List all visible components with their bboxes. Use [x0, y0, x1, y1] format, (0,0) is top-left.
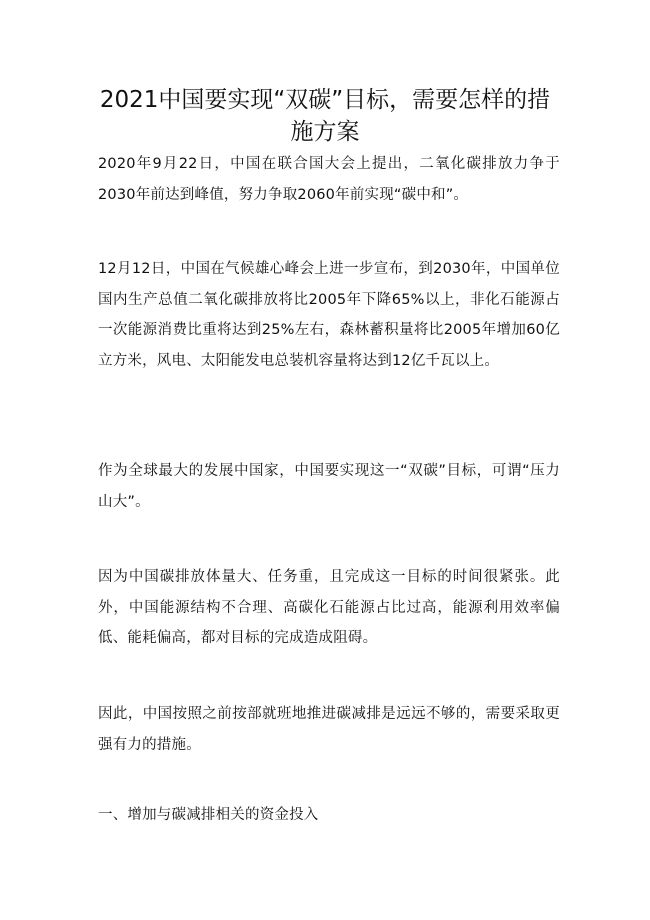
paragraph-3: 作为全球最大的发展中国家，中国要实现这一“双碳”目标，可谓“压力山大”。 [98, 463, 560, 510]
paragraph-2: 12月12日，中国在气候雄心峰会上进一步宣布，到2030年，中国单位国内生产总值二氧化碳排放将比2005年下降65%以上，非化石能源占一次能源消费比重将达到25%左右，森林蓄积量将比2005年增加60亿立方米，风电、太阳能发电总装机容量将达到12亿千瓦以上。 [98, 261, 560, 369]
section-heading-1: 一、增加与碳减排相关的资金投入 [98, 807, 319, 823]
paragraph-5: 因此，中国按照之前按部就班地推进碳减排是远远不够的，需要采取更强有力的措施。 [98, 706, 560, 753]
paragraph-4: 因为中国碳排放体量大、任务重，且完成这一目标的时间很紧张。此外，中国能源结构不合理、高碳化石能源占比过高，能源利用效率偏低、能耗偏高，都对目标的完成造成阻碍。 [98, 569, 560, 646]
document-title: 2021中国要实现“双碳”目标，需要怎样的措施方案 [99, 87, 551, 145]
paragraph-1: 2020年9月22日，中国在联合国大会上提出，二氧化碳排放力争于2030年前达到峰值，努力争取2060年前实现“碳中和”。 [98, 156, 560, 203]
